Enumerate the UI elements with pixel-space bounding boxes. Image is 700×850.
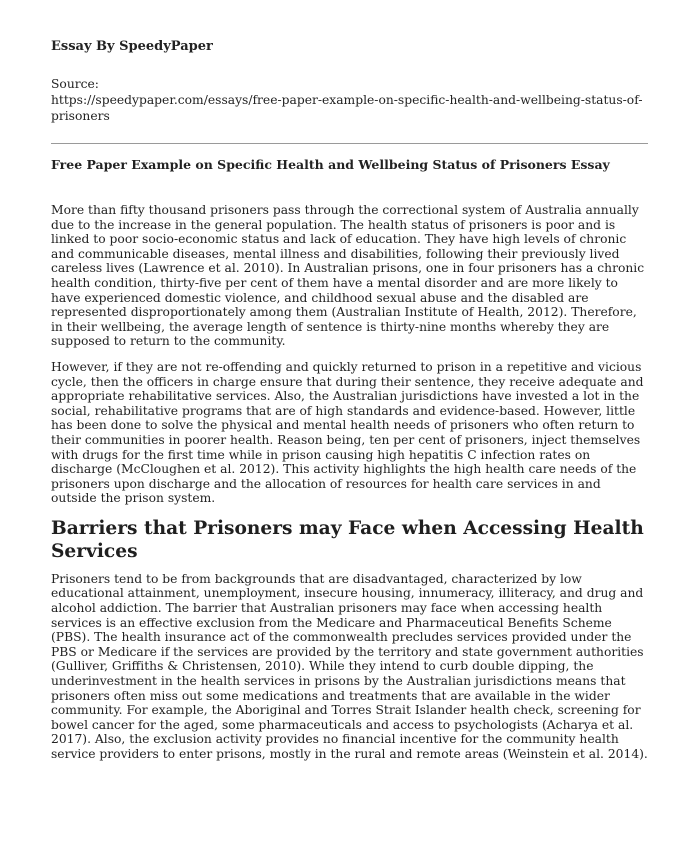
paragraph: However, if they are not re-offending and quickly returned to prison in a repetitive and vicious cycle, then the officers in charge ensure that during their sentence, they receive adequate and appropriate rehabilitative services. Also, the Australian jurisdictions have invested a lot in the social, rehabilitative programs that are of high standards and evidence-based. However, little has been done to solve the physical and mental health needs of prisoners who often return to their communities in poorer health. Reason being, ten per cent of prisoners, inject themselves with drugs for the first time while in prison causing high hepatitis C infection rates on discharge (McCloughen et al. 2012). This activity highlights the high health care needs of the prisoners upon discharge and the allocation of resources for health care services in and outside the prison system.	[51, 359, 644, 506]
source-label: Source:	[51, 77, 99, 91]
section-heading: Barriers that Prisoners may Face when Accessing Health Services	[51, 517, 644, 562]
paragraph: More than fifty thousand prisoners pass through the correctional system of Australia annually due to the increase in the general population. The health status of prisoners is poor and is linked to poor socio-economic status and lack of education. They have high levels of chronic and communicable diseases, mental illness and disabilities, following their previously lived careless lives (Lawrence et al. 2010). In Australian prisons, one in four prisoners has a chronic health condition, thirty-five per cent of them have a mental disorder and are more likely to have experienced domestic violence, and childhood sexual abuse and the disabled are represented disproportionately among them (Australian Institute of Health, 2012). Therefore, in their wellbeing, the average length of sentence is thirty-nine months whereby they are supposed to return to the community.	[51, 203, 645, 349]
brand-title: Essay By SpeedyPaper	[51, 39, 213, 54]
essay-title: Free Paper Example on Specific Health and Wellbeing Status of Prisoners Essay	[51, 157, 610, 172]
divider	[51, 143, 648, 144]
source-url[interactable]: https://speedypaper.com/essays/free-paper-example-on-specific-health-and-wellbeing-status-of-prisoners	[51, 93, 643, 123]
paragraph: Prisoners tend to be from backgrounds that are disadvantaged, characterized by low educational attainment, unemployment, insecure housing, innumeracy, illiteracy, and drug and alcohol addiction. The barrier that Australian prisoners may face when accessing health services is an effective exclusion from the Medicare and Pharmaceutical Benefits Scheme (PBS). The health insurance act of the commonwealth precludes services provided under the PBS or Medicare if the services are provided by the territory and state government authorities (Gulliver, Griffiths & Christensen, 2010). While they intend to curb double dipping, the underinvestment in the health services in prisons by the Australian jurisdictions means that prisoners often miss out some medications and treatments that are available in the wider community. For example, the Aboriginal and Torres Strait Islander health check, screening for bowel cancer for the aged, some pharmaceuticals and access to psychologists (Acharya et al. 2017). Also, the exclusion activity provides no financial incentive for the community health service providers to enter prisons, mostly in the rural and remote areas (Weinstein et al. 2014).	[51, 571, 648, 761]
